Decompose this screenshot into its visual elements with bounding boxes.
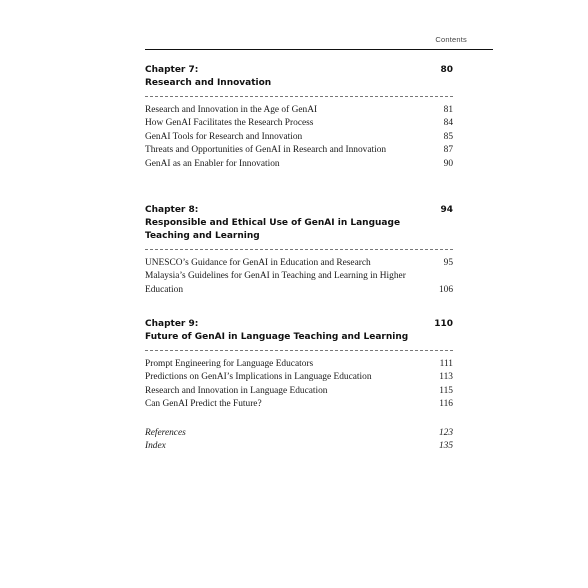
entry-page-number: 85 — [443, 131, 453, 142]
toc-entry-references[interactable] — [145, 427, 453, 440]
toc-entry[interactable] — [145, 104, 453, 117]
entry-page-number: 95 — [443, 258, 453, 268]
entry-page-number: 111 — [439, 359, 453, 369]
toc-entry[interactable] — [145, 371, 453, 384]
entry-title: GenAI Tools for Research and Innovation — [145, 131, 303, 142]
entry-page-number: 113 — [439, 372, 453, 383]
entry-page-number: 81 — [443, 105, 453, 115]
entry-title: Prompt Engineering for Language Educators — [145, 359, 314, 369]
header-rule — [145, 49, 493, 50]
section-list — [145, 358, 453, 412]
chapter-page-number: 80 — [440, 65, 453, 75]
dashed-divider — [145, 96, 453, 97]
chapter-title: Research and Innovation — [145, 78, 272, 88]
entry-title: Research and Innovation in the Age of GenAI — [145, 105, 318, 115]
entry-title: Predictions on GenAI’s Implications in Language Education — [145, 372, 372, 383]
backmatter-list — [145, 427, 453, 454]
toc-entry[interactable] — [145, 398, 453, 411]
entry-page-number: 90 — [443, 158, 453, 169]
section-list — [145, 104, 453, 171]
chapter-number: Chapter 7: — [145, 65, 199, 75]
toc-entry[interactable] — [145, 257, 453, 270]
chapter-8 — [145, 204, 453, 297]
toc-entry[interactable] — [145, 144, 453, 157]
chapter-title: Future of GenAI in Language Teaching and Learning — [145, 332, 409, 342]
dashed-divider — [145, 249, 453, 250]
entry-page-number: 106 — [438, 284, 453, 295]
entry-page-number: 84 — [443, 118, 453, 129]
entry-page-number: 135 — [438, 441, 453, 452]
chapter-heading[interactable] — [145, 318, 453, 344]
entry-page-number: 116 — [439, 399, 453, 410]
entry-page-number: 123 — [438, 428, 453, 438]
toc-entry[interactable] — [145, 158, 453, 171]
toc-entry[interactable] — [145, 385, 453, 398]
entry-title: Threats and Opportunities of GenAI in Research and Innovation — [145, 145, 387, 156]
entry-title: Can GenAI Predict the Future? — [145, 399, 262, 410]
toc-entry-index[interactable] — [145, 440, 453, 453]
toc-entry[interactable] — [145, 117, 453, 130]
running-head: Contents — [435, 35, 467, 44]
entry-page-number: 115 — [439, 385, 453, 396]
chapter-page-number: 94 — [440, 205, 453, 215]
entry-title: Malaysia’s Guidelines for GenAI in Teaching and Learning in Higher Education — [145, 271, 406, 295]
chapter-7 — [145, 64, 453, 171]
entry-title: UNESCO’s Guidance for GenAI in Education and Research — [145, 258, 371, 268]
entry-title: Research and Innovation in Language Education — [145, 385, 328, 396]
entry-title: References — [145, 428, 186, 438]
dashed-divider — [145, 350, 453, 351]
chapter-page-number: 110 — [434, 319, 453, 329]
chapter-heading[interactable] — [145, 204, 453, 243]
entry-title: How GenAI Facilitates the Research Process — [145, 118, 314, 129]
chapter-9 — [145, 318, 453, 412]
toc-entry[interactable] — [145, 131, 453, 144]
chapter-number: Chapter 9: — [145, 319, 199, 329]
entry-page-number: 87 — [443, 145, 453, 156]
entry-title: Index — [145, 441, 166, 452]
entry-title: GenAI as an Enabler for Innovation — [145, 158, 280, 169]
toc-entry[interactable] — [145, 270, 453, 297]
chapter-number: Chapter 8: — [145, 205, 199, 215]
toc-entry[interactable] — [145, 358, 453, 371]
chapter-heading[interactable] — [145, 64, 453, 90]
section-list — [145, 257, 453, 297]
chapter-title: Responsible and Ethical Use of GenAI in Language Teaching and Learning — [145, 218, 401, 241]
